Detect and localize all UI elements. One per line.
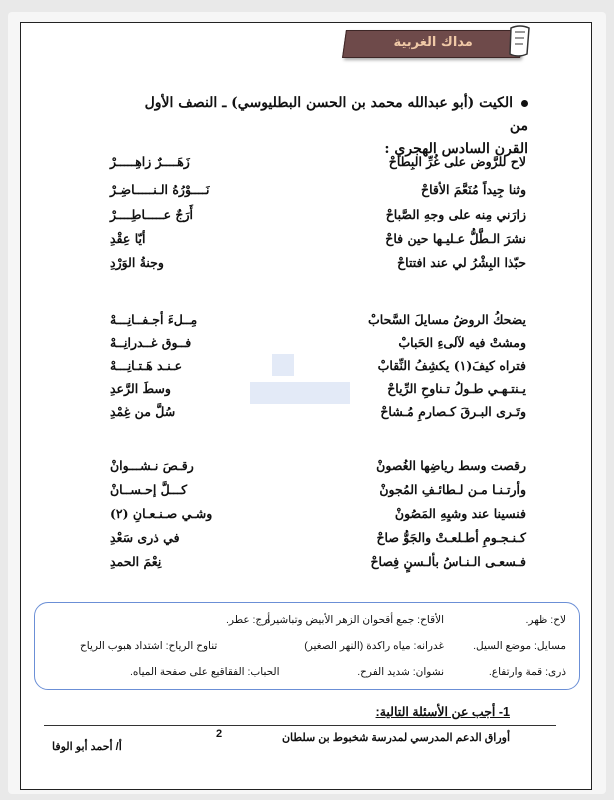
verse-right: لاح للرَّوض على غُرِّ البِطاحْ <box>388 154 526 169</box>
verse-left: وشـي صـنـعـانِ (٢) <box>110 506 213 521</box>
verse-left: في ذرى سَعْدِ <box>110 530 180 545</box>
verse-left: فــوق غــدرانِــهْ <box>110 335 192 350</box>
glossary-item: الحباب: الفقاقيع على صفحة المياه. <box>130 666 280 678</box>
watermark-logo <box>250 352 350 410</box>
heading-line-2: القرن السادس الهجري : <box>384 141 528 157</box>
verse-right: حبّذا البِشْرُ لي عند افتتاحْ <box>397 255 526 270</box>
verse-right: وتَـرى البـرقَ كـصارمِ مُـشاحْ <box>380 404 526 419</box>
verse-right: فـسعـى الـنـاسُ بألـسنٍ فِصاحْ <box>370 554 526 569</box>
verse-right: فنسينا عند وشيِهِ المَصُونْ <box>394 506 526 521</box>
verse-left: وسطَ الرَّعدِ <box>110 381 171 396</box>
banner-title: مداك الغربية <box>393 35 473 50</box>
verse-right: وأرتـنـا مـن لـطائـفِ المُجونْ <box>379 482 526 497</box>
verse-right: فتراه كيفَ(١) يكشِفُ النِّقابْ <box>377 358 526 373</box>
verse-left: وجنةُ الوَرْدِ <box>110 255 164 270</box>
verse-left: كـــلَّ إحـســانْ <box>110 482 188 497</box>
verse-right: يضحكُ الروضُ مسايلَ السَّحابْ <box>368 312 526 327</box>
verse-right: ومشتْ فيه لآلىءِ الحَبابْ <box>398 335 526 350</box>
verse-left: عـنـد هَـتـانِـــهْ <box>110 358 183 373</box>
glossary-item: أرج: عطر. <box>226 614 271 626</box>
glossary-item: الأقاح: جمع أقحوان الزهر الأبيض وتباشيره <box>264 614 444 626</box>
glossary-item: مسايل: موضع السيل. <box>473 640 566 652</box>
glossary-item: تناوح الرياح: اشتداد هبوب الرياح <box>80 640 218 652</box>
poem-heading <box>128 92 528 161</box>
verse-left: سُلَّ من غِمْدِ <box>110 404 176 419</box>
verse-right: زارَني مِنه على وجهِ الصَّباحْ <box>385 207 526 222</box>
verse-left: زَهَــــرٌ زاهِـــــرْ <box>110 154 190 169</box>
verse-left: أيّا عِقْدِ <box>110 231 146 246</box>
verse-right: وثنا جِيداً مُنَعَّمَ الأقاحْ <box>421 182 526 197</box>
verse-left: رقـصَ نـشـــوانْ <box>110 458 194 473</box>
verse-left: مِــلءَ أجـفــانِـــهْ <box>110 312 198 327</box>
verse-right: كـنـجـومِ أطـلعـتْ والجَوُّ صاحْ <box>376 530 526 545</box>
scroll-icon <box>507 24 533 58</box>
glossary-item: ذرى: قمة وارتفاع. <box>488 666 566 678</box>
verse-left: نَــــوْرُهُ الـنـــــاضِـرْ <box>110 182 210 197</box>
footer-divider <box>44 725 556 726</box>
verse-left: أَرَجٌ عـــــاطِــــرْ <box>110 207 194 222</box>
questions-title: 1- أجب عن الأسئلة التالية: <box>375 705 510 719</box>
glossary-item: غدرانه: مياه راكدة (النهر الصغير) <box>304 640 444 652</box>
footer-school: أوراق الدعم المدرسي لمدرسة شخبوط بن سلطان <box>281 732 510 744</box>
header-banner <box>342 30 524 58</box>
verse-left: نِعْمَ الحمدِ <box>110 554 162 569</box>
verse-right: نشرَ الـطَّلُّ عـليـها حين فاحْ <box>385 231 526 246</box>
bullet-icon <box>521 100 528 107</box>
footer-author: أ/ أحمد أبو الوفا <box>52 741 122 753</box>
heading-line-1: الكيت (أبو عبدالله محمد بن الحسن البطليوسي) ـ النصف الأول من <box>144 95 528 134</box>
glossary-item: لاح: ظهر. <box>525 614 566 626</box>
glossary-item: نشوان: شديد الفرح. <box>357 666 444 678</box>
verse-right: يـنتـهـي طـولُ تـناوحِ الرِّياحْ <box>387 381 526 396</box>
page-number: 2 <box>216 728 223 740</box>
verse-right: رقصت وسط رياضِها الغُصونْ <box>376 458 526 473</box>
